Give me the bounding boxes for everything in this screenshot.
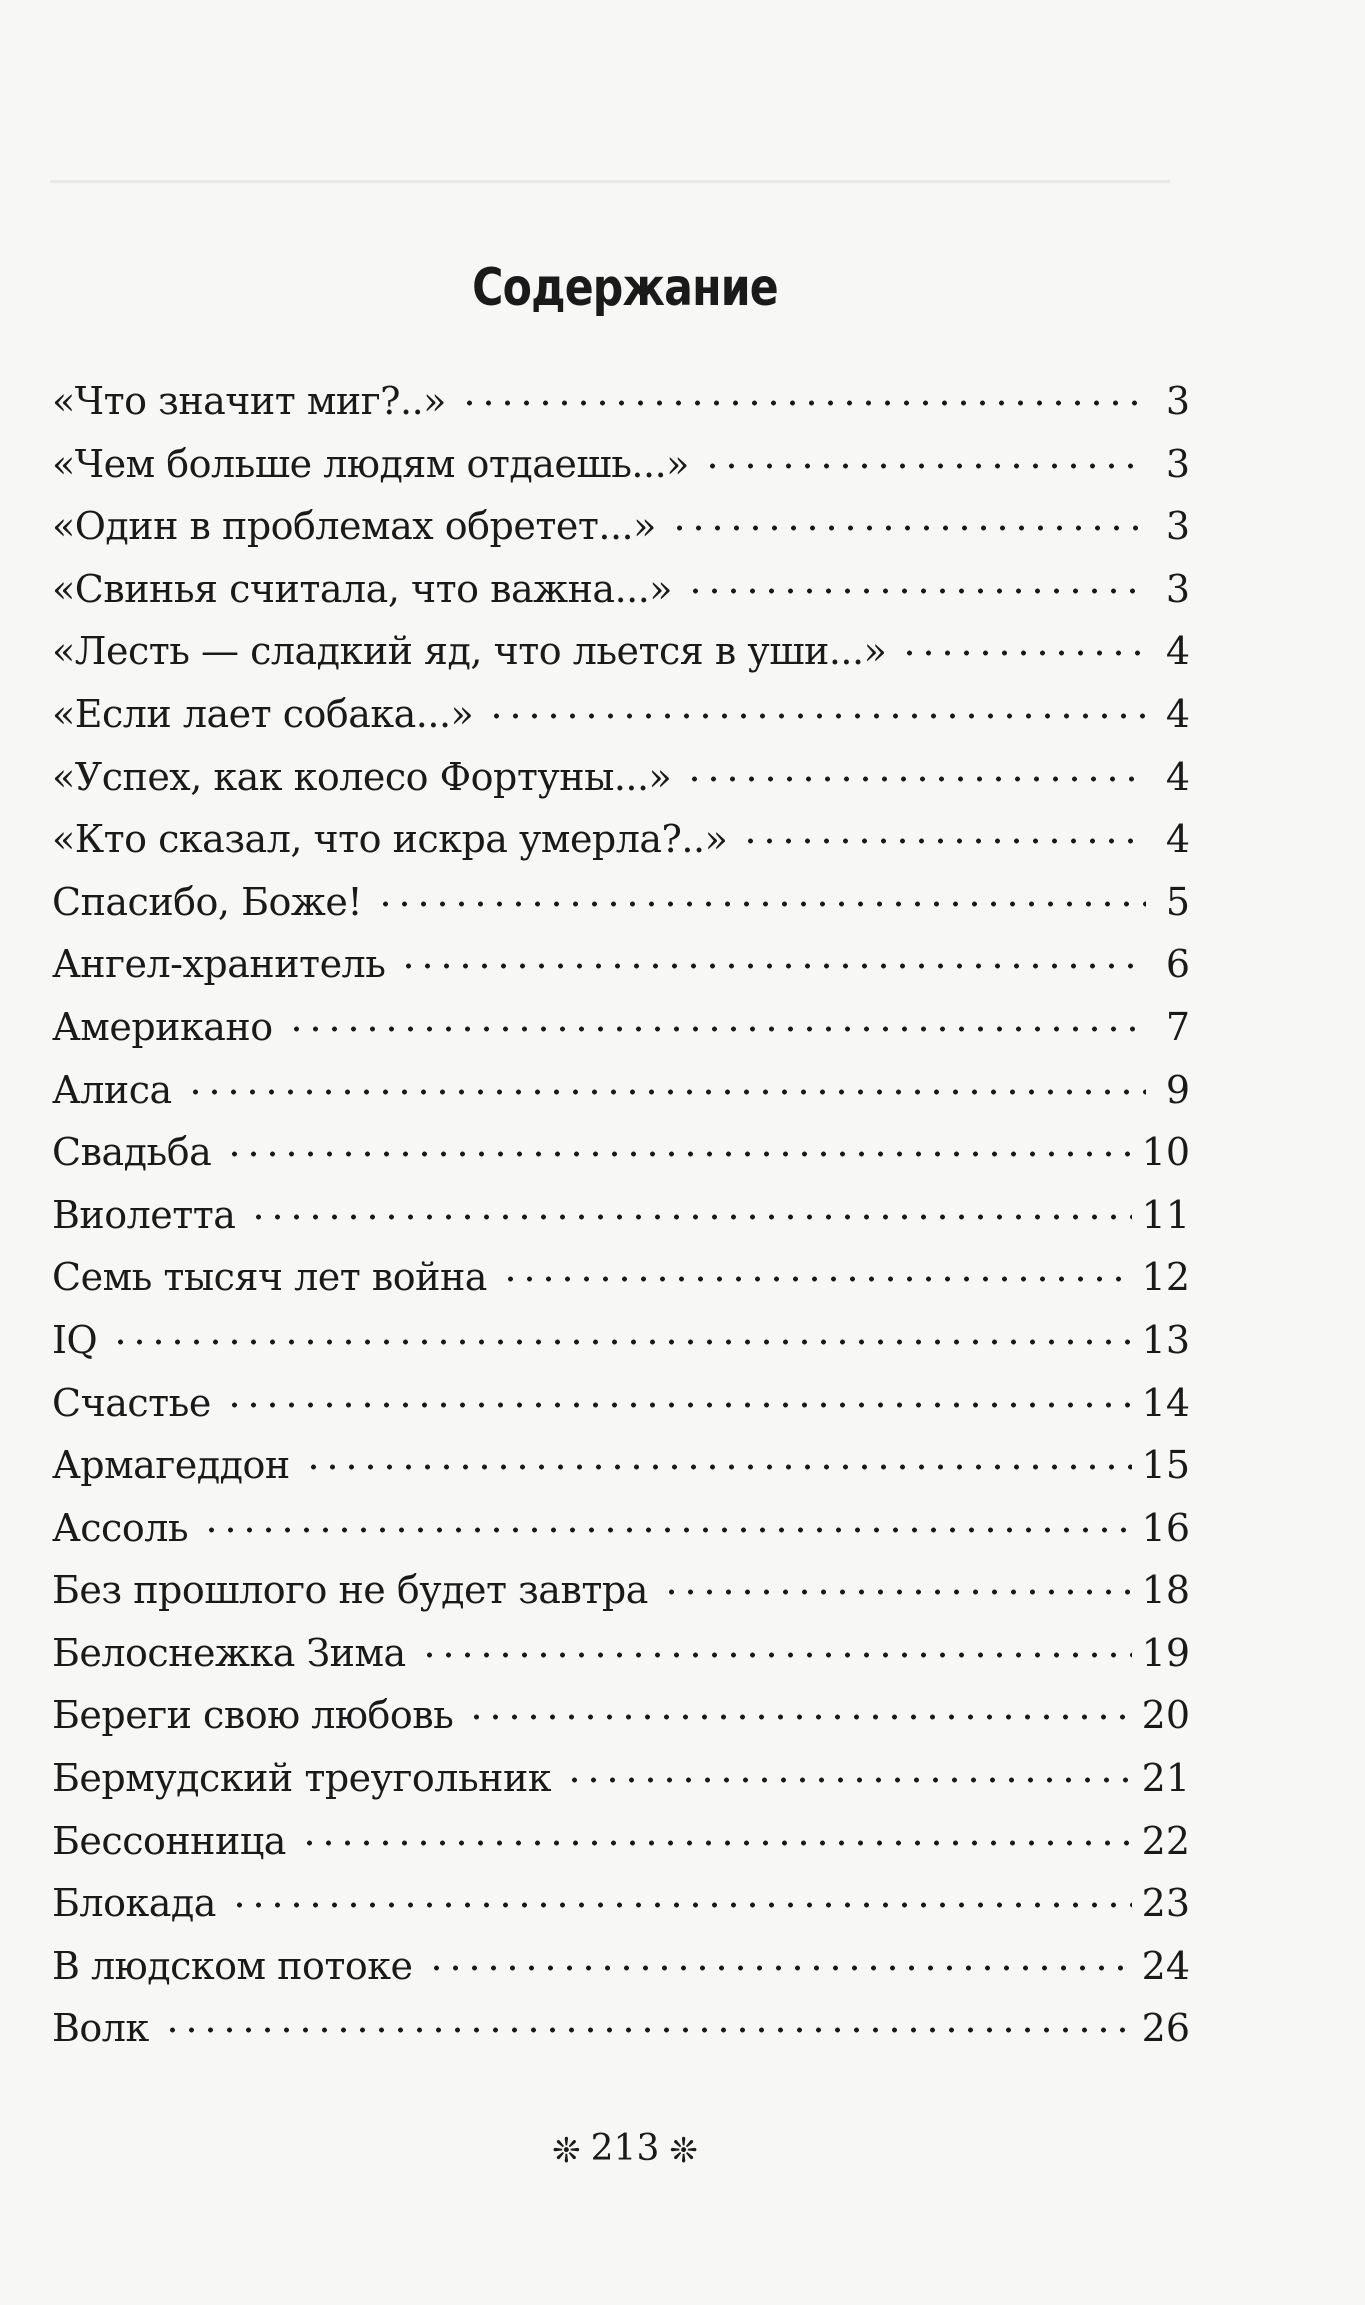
dot-leader — [163, 2025, 1132, 2035]
dot-leader — [202, 1525, 1132, 1535]
toc-entry-title: Береги свою любовь — [52, 1693, 454, 1738]
toc-entry — [52, 1372, 1190, 1435]
toc-entry-page: 6 — [1165, 942, 1190, 987]
dot-leader — [685, 774, 1146, 784]
toc-entry-title: Без прошлого не будет завтра — [52, 1568, 648, 1613]
floral-ornament-icon: ❊ — [669, 2131, 698, 2171]
toc-entry-title: «Что значит миг?..» — [52, 379, 446, 423]
toc-entry-page: 3 — [1165, 379, 1190, 423]
toc-entry-title: «Если лает собака...» — [52, 691, 474, 736]
toc-entry-page: 19 — [1141, 1630, 1190, 1675]
dot-leader — [501, 1274, 1132, 1284]
toc-entry — [52, 746, 1190, 809]
dot-leader — [467, 1712, 1131, 1722]
toc-entry-title: Бермудский треугольник — [52, 1756, 552, 1801]
toc-entry-title: «Лесть — сладкий яд, что льется в уши...» — [52, 629, 887, 674]
toc-entry-page: 3 — [1165, 566, 1190, 611]
dot-leader — [230, 1900, 1132, 1910]
toc-entry — [52, 495, 1190, 558]
toc-entry-title: Армагеддон — [52, 1443, 290, 1488]
toc-entry — [52, 1684, 1190, 1747]
dot-leader — [420, 1650, 1132, 1660]
toc-entry-title: Алиса — [52, 1067, 172, 1112]
dot-leader — [300, 1838, 1132, 1848]
toc-entry-page: 16 — [1141, 1505, 1190, 1550]
toc-entry-title: «Чем больше людям отдаешь...» — [52, 441, 689, 486]
toc-entry-title: Ассоль — [52, 1505, 189, 1550]
toc-entry — [52, 1497, 1190, 1560]
toc-entry — [52, 1434, 1190, 1497]
toc-entry-page: 24 — [1141, 1943, 1190, 1988]
toc-entry-page: 4 — [1165, 691, 1190, 736]
toc-entry — [52, 1622, 1190, 1685]
dot-leader — [662, 1587, 1132, 1597]
dot-leader — [427, 1963, 1132, 1973]
toc-entry-title: Спасибо, Боже! — [52, 879, 363, 924]
toc-entry — [52, 1559, 1190, 1622]
toc-entry-title: В людском потоке — [52, 1943, 413, 1988]
dot-leader — [287, 1024, 1146, 1034]
toc-entry-page: 3 — [1165, 504, 1190, 549]
toc-entry-page: 11 — [1141, 1192, 1190, 1237]
toc-entry — [52, 1935, 1190, 1998]
dot-leader — [111, 1337, 1131, 1347]
toc-entry-page: 21 — [1141, 1756, 1190, 1801]
toc-entry — [52, 1747, 1190, 1810]
dot-leader — [565, 1775, 1132, 1785]
dot-leader — [460, 398, 1146, 408]
toc-entry — [52, 1872, 1190, 1935]
page-title: Содержание — [472, 258, 778, 318]
toc-entry-title: Виолетта — [52, 1192, 236, 1237]
toc-entry-page: 5 — [1165, 879, 1190, 924]
toc-entry-title: «Один в проблемах обретет...» — [52, 504, 656, 549]
toc-entry-title: «Успех, как колесо Фортуны...» — [52, 754, 672, 799]
toc-entry-title: Счастье — [52, 1380, 211, 1425]
dot-leader — [249, 1212, 1131, 1222]
toc-entry-page: 20 — [1141, 1693, 1190, 1738]
toc-entry — [52, 433, 1190, 496]
toc-entry — [52, 1309, 1190, 1372]
page-number: 213 — [590, 2128, 660, 2169]
toc-entry-title: Бессонница — [52, 1818, 286, 1863]
dot-leader — [376, 899, 1146, 909]
toc-entry-title: Волк — [52, 2006, 149, 2051]
toc-entry — [52, 683, 1190, 746]
toc-entry-page: 10 — [1141, 1130, 1190, 1175]
toc-entry-page: 13 — [1141, 1317, 1190, 1362]
toc-entry-page: 23 — [1141, 1881, 1190, 1926]
dot-leader — [686, 586, 1146, 596]
toc-entry-page: 15 — [1141, 1443, 1190, 1488]
dot-leader — [186, 1087, 1146, 1097]
dot-leader — [900, 648, 1146, 658]
toc-entry-title: «Кто сказал, что искра умерла?..» — [52, 817, 728, 862]
page-number-footer — [0, 2128, 1250, 2171]
toc-entry-title: Белоснежка Зима — [52, 1630, 406, 1675]
show-through-rule — [50, 180, 1170, 183]
toc-entry-page: 14 — [1141, 1380, 1190, 1425]
toc-entry — [52, 1997, 1190, 2060]
dot-leader — [670, 523, 1146, 533]
toc-entry — [52, 370, 1190, 433]
toc-entry — [52, 871, 1190, 934]
toc-entry-page: 7 — [1165, 1004, 1190, 1049]
toc-entry — [52, 1810, 1190, 1873]
toc-entry-title: IQ — [52, 1317, 98, 1362]
toc-entry-title: Американо — [52, 1004, 273, 1049]
toc-entry-page: 18 — [1141, 1568, 1190, 1613]
dot-leader — [741, 836, 1146, 846]
toc-entry-page: 26 — [1141, 2006, 1190, 2051]
dot-leader — [225, 1400, 1132, 1410]
toc-entry-title: Свадьба — [52, 1130, 212, 1175]
dot-leader — [487, 711, 1146, 721]
toc-entry — [52, 996, 1190, 1059]
dot-leader — [703, 461, 1146, 471]
toc-entry-page: 9 — [1165, 1067, 1190, 1112]
toc-entry-page: 4 — [1165, 754, 1190, 799]
toc-entry — [52, 1121, 1190, 1184]
toc-entry-page: 12 — [1141, 1255, 1190, 1300]
dot-leader — [399, 961, 1146, 971]
toc-entry-title: Ангел-хранитель — [52, 942, 386, 987]
floral-ornament-icon: ❊ — [552, 2131, 581, 2171]
toc-entry-page: 4 — [1165, 817, 1190, 862]
toc-entry-page: 22 — [1141, 1818, 1190, 1863]
table-of-contents — [52, 370, 1190, 2060]
dot-leader — [304, 1462, 1132, 1472]
toc-entry — [52, 933, 1190, 996]
toc-entry — [52, 620, 1190, 683]
toc-entry — [52, 1184, 1190, 1247]
dot-leader — [225, 1149, 1131, 1159]
toc-entry-title: Семь тысяч лет война — [52, 1255, 487, 1300]
toc-entry — [52, 1059, 1190, 1122]
toc-entry-page: 3 — [1165, 441, 1190, 486]
toc-entry-page: 4 — [1165, 629, 1190, 674]
toc-entry-title: Блокада — [52, 1881, 216, 1926]
toc-entry-title: «Свинья считала, что важна...» — [52, 566, 673, 611]
toc-entry — [52, 808, 1190, 871]
toc-entry — [52, 1246, 1190, 1309]
toc-entry — [52, 558, 1190, 621]
